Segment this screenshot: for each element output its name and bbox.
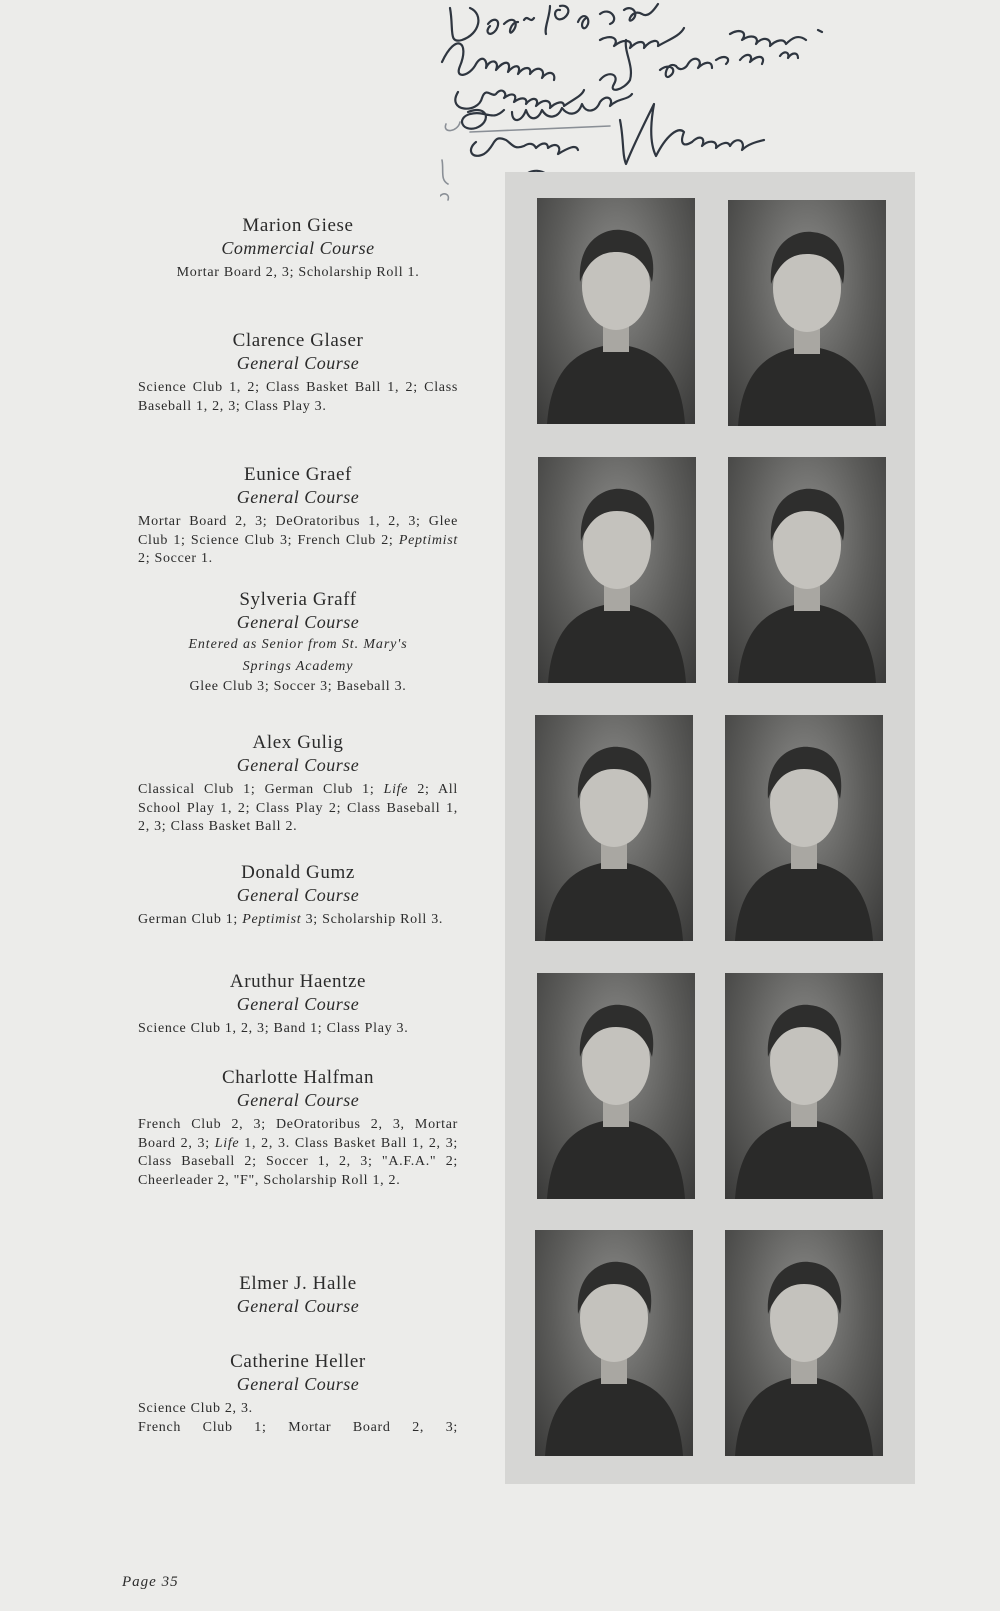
course-name: General Course [236,885,360,905]
portrait-photo [725,715,883,941]
course-name: General Course [236,1296,360,1316]
student-name: Eunice Graef [244,464,352,485]
activities-part: 1, 2, 3. Class Basket Ball 1, 2, 3; Class Baseball 2; Soccer 1, 2, 3; "A.F.A." 2; Cheerleader 2, "F", Scholarship Roll 1, 2. [138,1135,458,1188]
portrait-photo [725,973,883,1199]
portrait-silhouette [725,973,883,1199]
activities-text: Science Club 1, 2, 3; Band 1; Class Play 3. [138,1021,409,1036]
course-name: General Course [236,1374,360,1394]
entry-charlotte-halfman [138,1066,458,1190]
student-name: Sylveria Graff [239,589,357,610]
activities-text [138,1116,458,1190]
portrait-silhouette [725,715,883,941]
student-name: Catherine Heller [230,1351,366,1372]
portrait-silhouette [535,715,693,941]
shoulders-shape [548,603,686,683]
shoulders-shape [735,1119,873,1199]
shoulders-shape [738,603,876,683]
student-name: Donald Gumz [241,862,355,883]
activities-part: French Club 2, 3; DeOratoribus 2, 3, Mortar Board 2, 3; [138,1117,458,1151]
activities-text [138,911,458,930]
shoulders-shape [545,861,683,941]
shoulders-shape [547,344,685,424]
activities-part: Classical Club 1; German Club 1; [138,782,384,797]
course-name: General Course [236,755,360,775]
entry-aruthur-haentze [138,970,458,1039]
portrait-photo [725,1230,883,1456]
portrait-silhouette [537,973,695,1199]
student-name: Clarence Glaser [232,330,364,351]
portrait-silhouette [538,457,696,683]
activities-text: Science Club 2, 3. [138,1401,253,1416]
activities-text: Mortar Board 2, 3; Scholarship Roll 1. [176,265,420,280]
course-name: General Course [236,353,360,373]
entry-elmer-halle [138,1272,458,1318]
entry-marion-giese [138,214,458,283]
portrait-silhouette [725,1230,883,1456]
activities-part: German Club 1; [138,912,243,927]
course-name: Commercial Course [221,238,375,258]
page-number: Page 35 [122,1574,179,1590]
shoulders-shape [735,1376,873,1456]
course-name: General Course [236,487,360,507]
portrait-photo [537,973,695,1199]
course-name: General Course [236,994,360,1014]
portrait-photo [728,457,886,683]
student-name: Marion Giese [242,215,354,236]
portrait-silhouette [728,457,886,683]
portrait-photo [537,198,695,424]
shoulders-shape [545,1376,683,1456]
activities-text: Glee Club 3; Soccer 3; Baseball 3. [189,679,407,694]
activities-text: French Club 1; Mortar Board 2, 3; [138,1419,458,1435]
course-name: General Course [236,612,360,632]
entry-donald-gumz [138,861,458,930]
course-name: General Course [236,1090,360,1110]
shoulders-shape [547,1119,685,1199]
student-name: Elmer J. Halle [239,1273,357,1294]
activities-part: Mortar Board 2, 3; DeOratoribus 1, 2, 3; Glee Club 1; Science Club 3; French Club 2; [138,514,458,548]
photo-panel [505,172,915,1484]
transfer-note: Entered as Senior from St. Mary's [188,637,408,652]
entry-sylveria-graff [138,588,458,697]
activities-part: 2; All School Play 1, 2; Class Play 2; Class Baseball 1, 2, 3; Class Basket Ball 2. [138,782,458,834]
portrait-silhouette [537,198,695,424]
activities-part: 2; Soccer 1. [138,551,213,566]
student-name: Alex Gulig [252,732,344,753]
activities-text [138,781,458,837]
publication-name: Life [214,1135,240,1151]
portrait-photo [535,1230,693,1456]
activities-part: 3; Scholarship Roll 3. [301,912,444,927]
portrait-photo [535,715,693,941]
activities-text [138,513,458,569]
portrait-silhouette [535,1230,693,1456]
entry-eunice-graef [138,463,458,569]
publication-name: Peptimist [398,532,458,548]
portrait-photo [538,457,696,683]
portrait-silhouette [728,200,886,426]
student-name: Aruthur Haentze [229,971,367,992]
entry-catherine-heller [138,1350,458,1437]
student-name: Charlotte Halfman [221,1067,375,1088]
publication-name: Peptimist [242,912,302,927]
activities-text: Science Club 1, 2; Class Basket Ball 1, 2; Class Baseball 1, 2, 3; Class Play 3. [138,380,458,414]
shoulders-shape [738,346,876,426]
entry-alex-gulig [138,731,458,837]
publication-name: Life [383,782,409,797]
entry-clarence-glaser [138,329,458,416]
portrait-photo [728,200,886,426]
transfer-note: Springs Academy [242,659,354,674]
shoulders-shape [735,861,873,941]
